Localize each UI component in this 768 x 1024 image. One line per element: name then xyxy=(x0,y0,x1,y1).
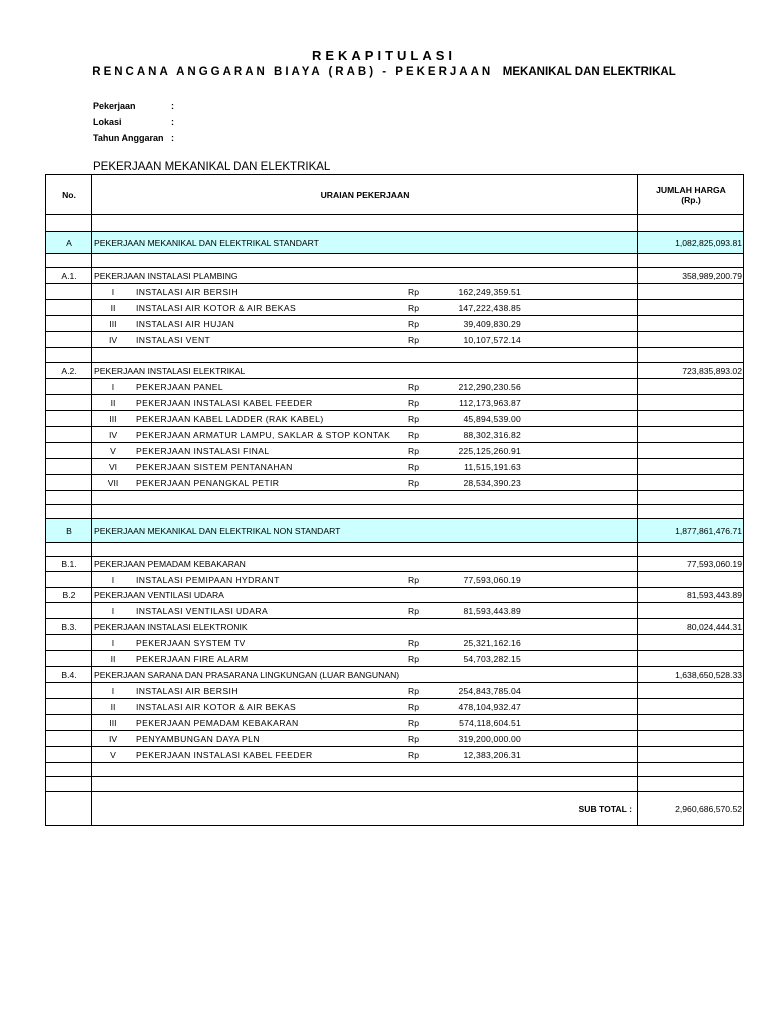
subgroup-label: PEKERJAAN PEMADAM KEBAKARAN xyxy=(94,559,246,569)
item-roman: I xyxy=(111,605,115,616)
item-value: 212,290,230.56 xyxy=(458,381,521,392)
item-value: 88,302,316.82 xyxy=(463,429,521,440)
empty-row xyxy=(46,215,743,232)
subgroup-total: 723,835,893.02 xyxy=(682,365,742,376)
subgroup-label: PEKERJAAN VENTILASI UDARA xyxy=(94,590,224,600)
subgroup-total: 77,593,060.19 xyxy=(687,559,742,569)
item-value: 28,534,390.23 xyxy=(463,477,521,488)
subtitle-rest: MEKANIKAL DAN ELEKTRIKAL xyxy=(502,66,676,78)
item-label: INSTALASI AIR BERSIH xyxy=(136,286,238,297)
item-currency: Rp xyxy=(408,653,419,664)
subgroup-total: 358,989,200.79 xyxy=(682,270,742,281)
subgroup-label: PEKERJAAN INSTALASI ELEKTRONIK xyxy=(94,621,248,632)
item-row xyxy=(46,332,743,348)
subgroup-no: B.1. xyxy=(61,559,77,569)
item-row xyxy=(46,300,743,316)
item-label: INSTALASI VENT xyxy=(136,334,211,345)
item-row xyxy=(46,603,743,619)
subgroup-row-b2 xyxy=(46,588,743,603)
item-value: 81,593,443.89 xyxy=(463,605,521,616)
item-currency: Rp xyxy=(408,477,419,488)
subgroup-total: 1,638,650,528.33 xyxy=(675,669,742,680)
subgroup-label: PEKERJAAN SARANA DAN PRASARANA LINGKUNGAN (LUAR BANGUNAN) xyxy=(94,669,400,680)
item-currency: Rp xyxy=(408,733,419,744)
item-label: PEKERJAAN INSTALASI FINAL xyxy=(136,445,270,456)
item-currency: Rp xyxy=(408,413,419,424)
item-label: PEKERJAAN SYSTEM TV xyxy=(136,637,246,648)
subgroup-row-b4 xyxy=(46,667,743,683)
document-title: REKAPITULASI xyxy=(311,48,457,63)
item-row xyxy=(46,316,743,332)
meta-pekerjaan xyxy=(93,101,174,111)
group-total: 1,877,861,476.71 xyxy=(675,525,742,536)
item-value: 10,107,572.14 xyxy=(463,334,521,345)
item-currency: Rp xyxy=(408,685,419,696)
subgroup-label: PEKERJAAN INSTALASI PLAMBING xyxy=(94,270,238,281)
col-jumlah-header-line1: JUMLAH HARGA xyxy=(656,184,726,195)
item-label: PEKERJAAN KABEL LADDER (RAK KABEL) xyxy=(136,413,324,424)
empty-row xyxy=(46,491,743,505)
subgroup-total: 80,024,444.31 xyxy=(687,621,742,632)
item-currency: Rp xyxy=(408,429,419,440)
item-value: 25,321,162.16 xyxy=(463,637,521,648)
item-value: 162,249,359.51 xyxy=(458,286,521,297)
meta-colon: : xyxy=(171,133,174,143)
item-roman: I xyxy=(111,637,115,648)
item-value: 478,104,932.47 xyxy=(458,701,521,712)
column-divider xyxy=(91,175,92,825)
empty-row xyxy=(46,348,743,363)
item-roman: I xyxy=(111,574,115,585)
item-label: PEKERJAAN FIRE ALARM xyxy=(136,653,249,664)
item-roman: II xyxy=(110,701,116,712)
item-currency: Rp xyxy=(408,574,419,585)
item-roman: VI xyxy=(108,461,118,472)
item-currency: Rp xyxy=(408,397,419,408)
item-label: INSTALASI AIR KOTOR & AIR BEKAS xyxy=(136,302,297,313)
item-row xyxy=(46,459,743,475)
empty-row xyxy=(46,254,743,268)
item-label: PEKERJAAN INSTALASI KABEL FEEDER xyxy=(136,397,313,408)
group-row-a xyxy=(46,232,743,254)
col-no-header: No. xyxy=(62,189,76,200)
item-row xyxy=(46,284,743,300)
item-currency: Rp xyxy=(408,318,419,329)
item-currency: Rp xyxy=(408,334,419,345)
table-header xyxy=(46,175,743,215)
empty-row xyxy=(46,777,743,792)
empty-row xyxy=(46,505,743,519)
item-row xyxy=(46,715,743,731)
item-currency: Rp xyxy=(408,605,419,616)
item-label: PENYAMBUNGAN DAYA PLN xyxy=(136,733,260,744)
column-divider xyxy=(637,175,638,825)
item-label: PEKERJAAN PANEL xyxy=(136,381,224,392)
section-title: PEKERJAAN MEKANIKAL DAN ELEKTRIKAL xyxy=(93,161,331,173)
meta-tahun-label: Tahun Anggaran xyxy=(93,133,164,143)
group-label: PEKERJAAN MEKANIKAL DAN ELEKTRIKAL STANDART xyxy=(94,237,319,248)
item-row xyxy=(46,731,743,747)
item-currency: Rp xyxy=(408,637,419,648)
meta-colon: : xyxy=(171,101,174,111)
item-value: 112,173,963.87 xyxy=(459,397,521,408)
item-label: PEKERJAAN ARMATUR LAMPU, SAKLAR & STOP KONTAK xyxy=(136,429,391,440)
item-row xyxy=(46,699,743,715)
item-row xyxy=(46,651,743,667)
subtotal-row xyxy=(46,792,743,825)
subgroup-total: 81,593,443.89 xyxy=(687,590,742,600)
item-roman: II xyxy=(110,302,116,313)
item-row xyxy=(46,635,743,651)
group-total: 1,082,825,093.81 xyxy=(675,237,742,248)
item-label: INSTALASI PEMIPAAN HYDRANT xyxy=(136,574,280,585)
item-roman: VII xyxy=(107,477,119,488)
subtotal-value: 2,960,686,570.52 xyxy=(675,803,742,814)
meta-pekerjaan-label: Pekerjaan xyxy=(93,101,136,111)
item-label: PEKERJAAN PEMADAM KEBAKARAN xyxy=(136,717,299,728)
item-roman: IV xyxy=(108,733,118,744)
subgroup-row-a1 xyxy=(46,268,743,284)
subgroup-no: A.1. xyxy=(61,270,77,281)
subgroup-label: PEKERJAAN INSTALASI ELEKTRIKAL xyxy=(94,365,246,376)
item-label: PEKERJAAN PENANGKAL PETIR xyxy=(136,477,280,488)
subtotal-label: SUB TOTAL : xyxy=(578,803,632,814)
item-currency: Rp xyxy=(408,461,419,472)
item-value: 225,125,260.91 xyxy=(458,445,521,456)
item-currency: Rp xyxy=(408,701,419,712)
item-roman: III xyxy=(109,413,117,424)
item-row xyxy=(46,411,743,427)
item-currency: Rp xyxy=(408,445,419,456)
col-uraian-header: URAIAN PEKERJAAN xyxy=(320,189,410,200)
item-value: 574,118,604.51 xyxy=(459,717,521,728)
item-roman: II xyxy=(110,653,116,664)
item-value: 39,409,830.29 xyxy=(463,318,521,329)
subgroup-row-a2 xyxy=(46,363,743,379)
item-value: 54,703,282.15 xyxy=(463,653,521,664)
item-roman: V xyxy=(110,749,116,760)
item-value: 77,593,060.19 xyxy=(463,574,521,585)
meta-tahun xyxy=(93,133,174,143)
item-currency: Rp xyxy=(408,749,419,760)
col-jumlah-header xyxy=(638,175,744,214)
item-row xyxy=(46,475,743,491)
group-row-b xyxy=(46,519,743,543)
subtitle-spaced: RENCANA ANGGARAN BIAYA (RAB) - PEKERJAAN xyxy=(92,66,494,78)
group-no: B xyxy=(66,525,72,536)
document-subtitle xyxy=(0,66,768,78)
meta-colon: : xyxy=(171,117,174,127)
item-label: INSTALASI AIR BERSIH xyxy=(136,685,238,696)
item-roman: II xyxy=(110,397,116,408)
item-currency: Rp xyxy=(408,717,419,728)
subgroup-no: B.3. xyxy=(61,621,77,632)
item-currency: Rp xyxy=(408,302,419,313)
item-label: INSTALASI AIR KOTOR & AIR BEKAS xyxy=(136,701,297,712)
item-currency: Rp xyxy=(408,286,419,297)
item-roman: I xyxy=(111,685,115,696)
subgroup-row-b3 xyxy=(46,619,743,635)
item-roman: III xyxy=(109,318,117,329)
item-value: 319,200,000.00 xyxy=(458,733,521,744)
item-value: 11,515,191.63 xyxy=(464,461,521,472)
item-label: PEKERJAAN INSTALASI KABEL FEEDER xyxy=(136,749,313,760)
item-label: INSTALASI AIR HUJAN xyxy=(136,318,235,329)
empty-row xyxy=(46,543,743,557)
subgroup-no: A.2. xyxy=(61,365,77,376)
item-value: 147,222,438.85 xyxy=(458,302,521,313)
col-jumlah-header-line2: (Rp.) xyxy=(681,194,701,205)
item-row xyxy=(46,572,743,588)
item-roman: V xyxy=(110,445,116,456)
item-row xyxy=(46,747,743,763)
subgroup-no: B.4. xyxy=(61,669,77,680)
meta-lokasi xyxy=(93,117,174,127)
item-label: INSTALASI VENTILASI UDARA xyxy=(136,605,269,616)
item-label: PEKERJAAN SISTEM PENTANAHAN xyxy=(136,461,293,472)
subgroup-row-b1 xyxy=(46,557,743,572)
empty-row xyxy=(46,763,743,777)
item-row xyxy=(46,443,743,459)
item-row xyxy=(46,683,743,699)
item-value: 45,894,539.00 xyxy=(463,413,521,424)
item-row xyxy=(46,427,743,443)
item-roman: I xyxy=(111,286,115,297)
item-value: 254,843,785.04 xyxy=(458,685,521,696)
item-roman: III xyxy=(109,717,117,728)
item-row xyxy=(46,379,743,395)
group-no: A xyxy=(66,237,72,248)
item-row xyxy=(46,395,743,411)
rab-table xyxy=(45,174,744,826)
item-roman: IV xyxy=(108,429,118,440)
meta-lokasi-label: Lokasi xyxy=(93,117,122,127)
group-label: PEKERJAAN MEKANIKAL DAN ELEKTRIKAL NON STANDART xyxy=(94,525,341,536)
subgroup-no: B.2 xyxy=(62,590,76,600)
item-roman: I xyxy=(111,381,115,392)
item-currency: Rp xyxy=(408,381,419,392)
item-value: 12,383,206.31 xyxy=(463,749,521,760)
item-roman: IV xyxy=(108,334,118,345)
